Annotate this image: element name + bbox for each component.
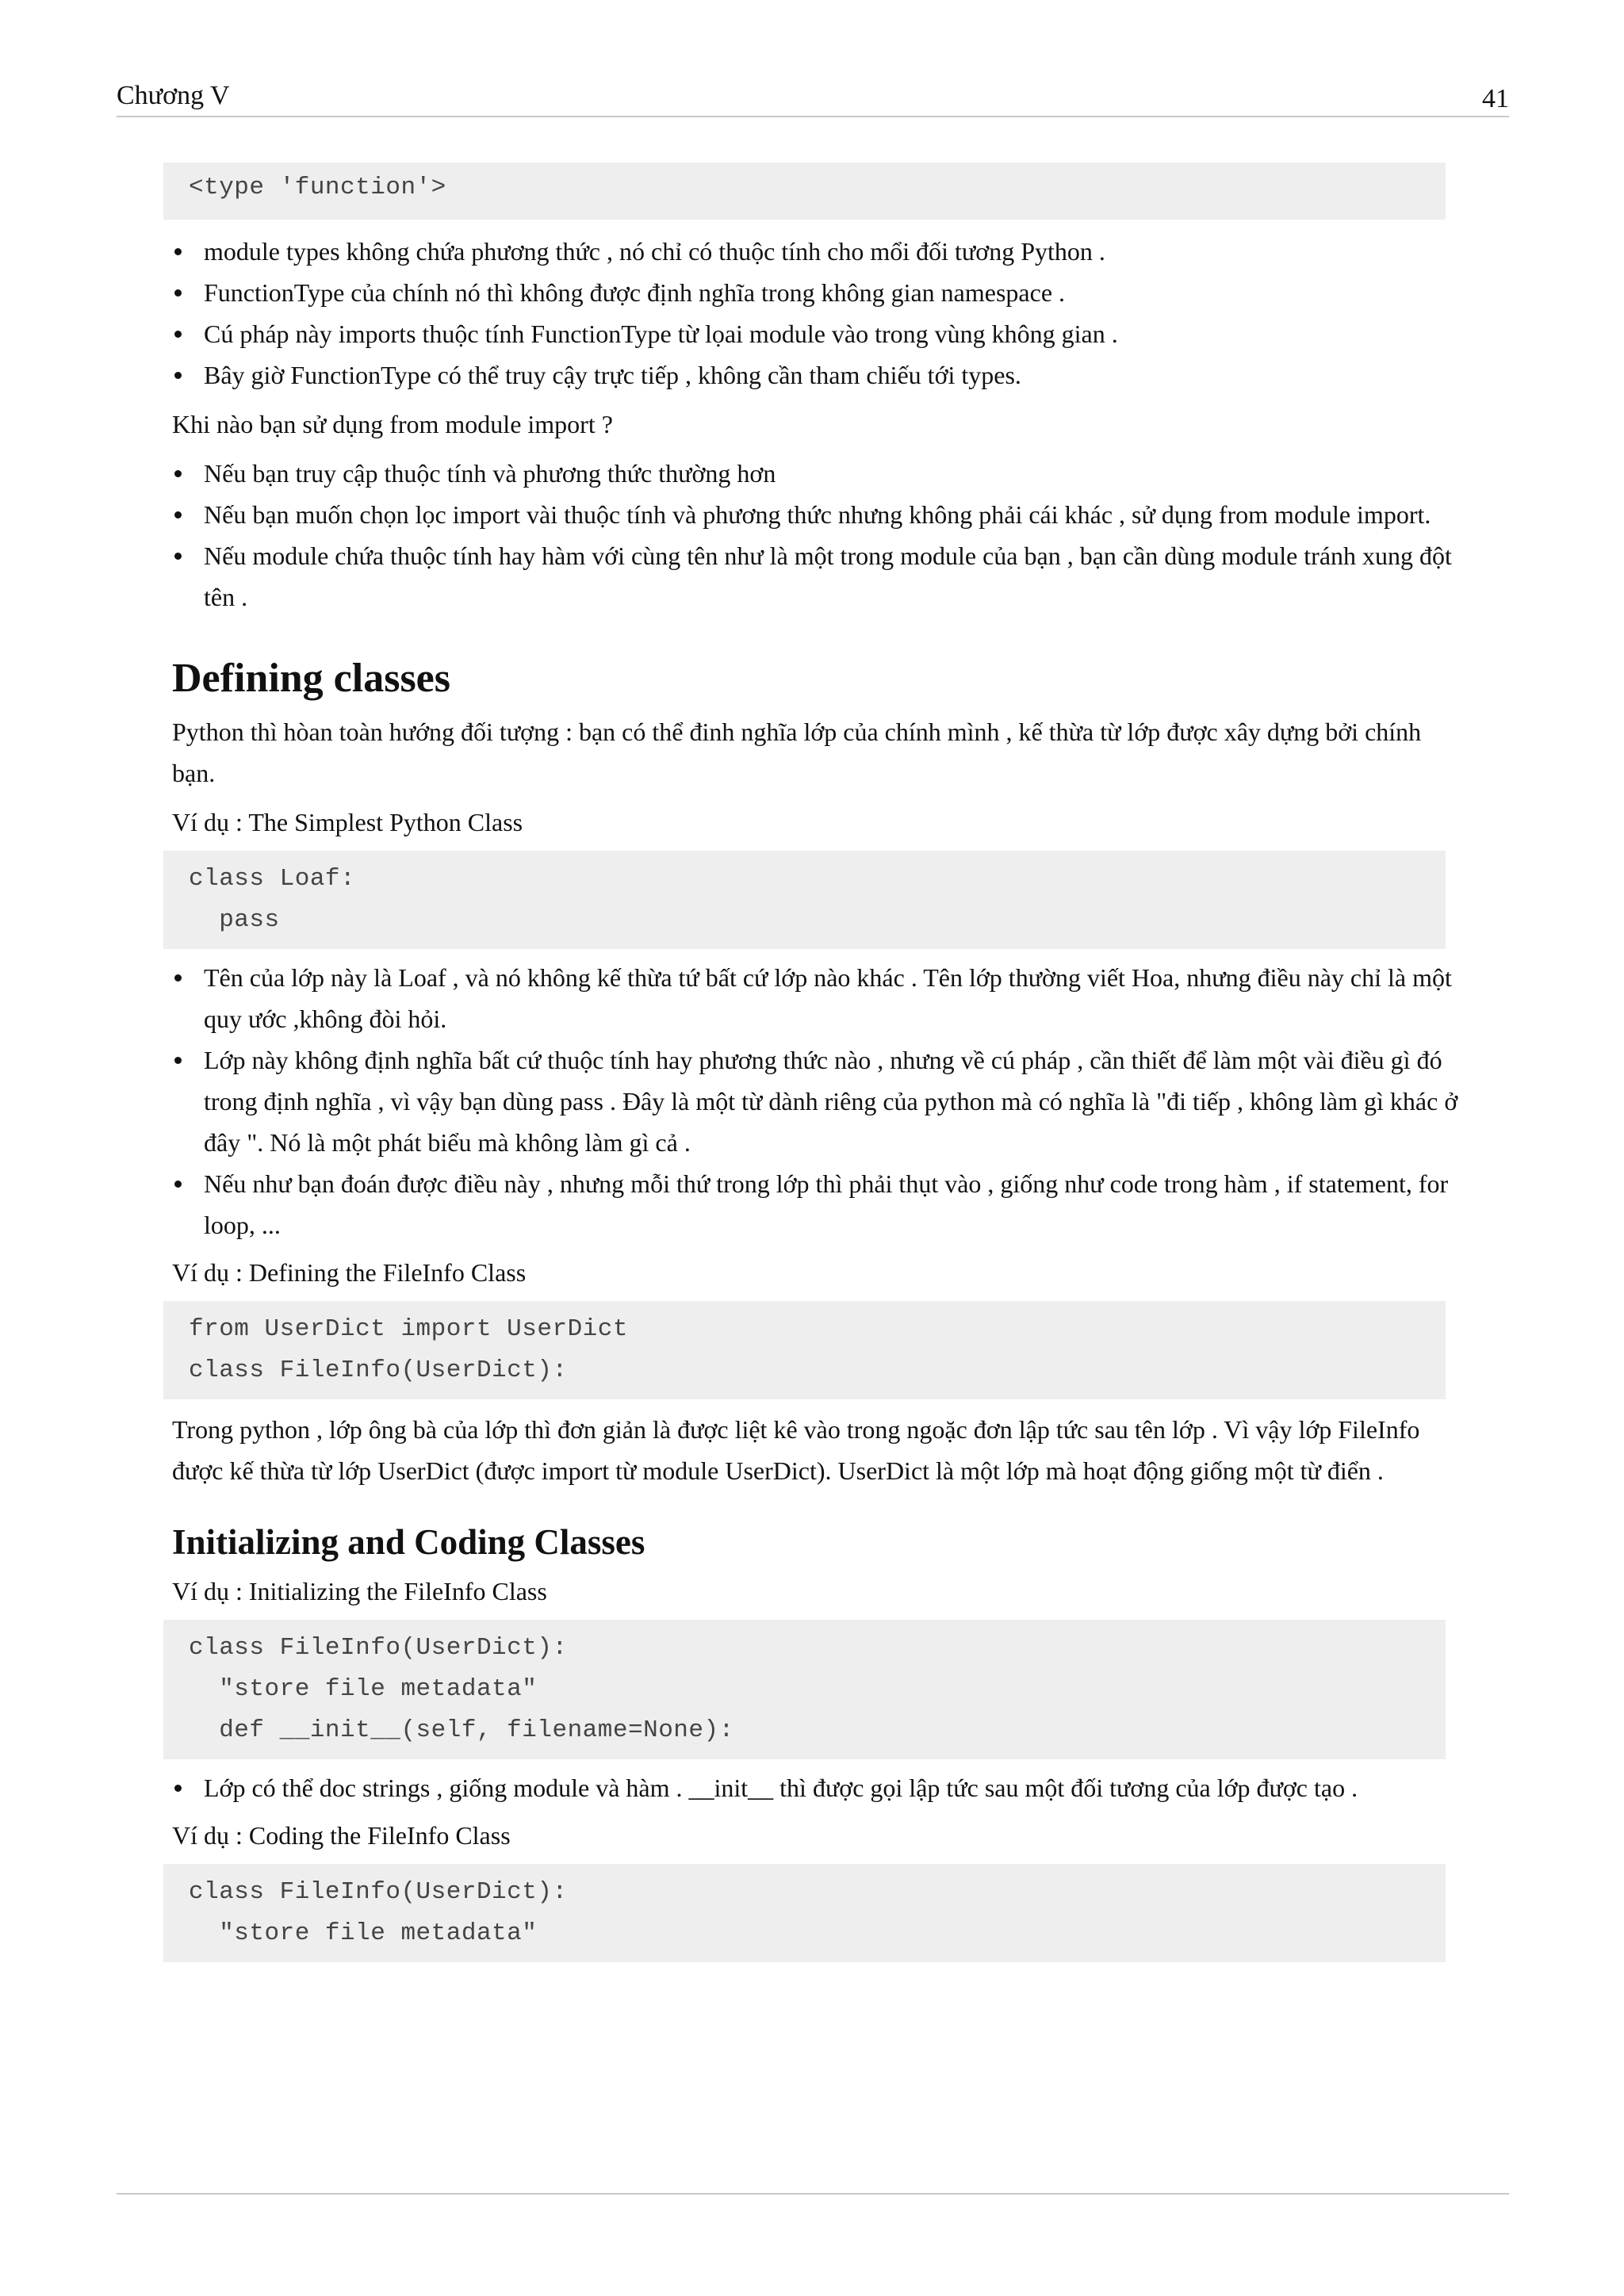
list-item: Lớp này không định nghĩa bất cứ thuộc tính hay phương thức nào , nhưng về cú pháp , cần thiết để làm một vài điều gì đó trong định nghĩa , vì vậy bạn dùng pass . Đây là một từ dành riêng của python mà có nghĩa là "đi tiếp , không làm gì khác ở đây ". Nó là một phát biểu mà không làm gì cả . <box>172 1039 1465 1163</box>
example-label: Ví dụ : Defining the FileInfo Class <box>172 1258 527 1287</box>
code-block-type-function <box>163 163 1446 220</box>
paragraph-intro: Python thì hòan toàn hướng đối tượng : bạn có thể đinh nghĩa lớp của chính mình , kế thừa từ lớp được xây dựng bởi chính bạn. <box>172 718 1422 787</box>
code-line: class FileInfo(UserDict): <box>189 1357 568 1384</box>
footer-rule <box>117 2193 1509 2195</box>
code-line: <type 'function'> <box>189 174 446 201</box>
paragraph-when-to-use: Khi nào bạn sử dụng from module import ? <box>172 410 613 438</box>
paragraph-inheritance: Trong python , lớp ông bà của lớp thì đơn giản là được liệt kê vào trong ngoặc đơn lập tức sau tên lớp . Vì vậy lớp FileInfo được kế thừa từ lớp UserDict (được import từ module UserDict). UserDict là một lớp mà hoạt động giống một từ điển . <box>172 1415 1420 1485</box>
list-item: Nếu bạn truy cập thuộc tính và phương thức thường hơn <box>172 453 1465 494</box>
list-item: FunctionType của chính nó thì không được định nghĩa trong không gian namespace . <box>172 272 1465 313</box>
list-item: Cú pháp này imports thuộc tính FunctionType từ lọai module vào trong vùng không gian . <box>172 313 1465 354</box>
code-line: from UserDict import UserDict <box>189 1315 628 1343</box>
list-item: Nếu module chứa thuộc tính hay hàm với cùng tên như là một trong module của bạn , bạn cần dùng module tránh xung đột tên . <box>172 535 1465 618</box>
code-line: class FileInfo(UserDict): <box>189 1878 568 1906</box>
bullet-list-when-to-use <box>172 453 1465 618</box>
list-item: Nếu như bạn đoán được điều này , nhưng mỗi thứ trong lớp thì phải thụt vào , giống như code trong hàm , if statement, for loop, ... <box>172 1163 1465 1246</box>
code-line: class Loaf: <box>189 865 356 893</box>
code-line: pass <box>189 906 280 934</box>
code-line: "store file metadata" <box>189 1675 538 1703</box>
code-block-fileinfo-coding <box>163 1864 1446 1962</box>
code-line: class FileInfo(UserDict): <box>189 1634 568 1662</box>
list-item: Bây giờ FunctionType có thể truy cậy trực tiếp , không cần tham chiếu tới types. <box>172 354 1465 396</box>
code-block-fileinfo-definition <box>163 1301 1446 1399</box>
example-label: Ví dụ : Coding the FileInfo Class <box>172 1821 511 1850</box>
example-label: Ví dụ : Initializing the FileInfo Class <box>172 1577 547 1605</box>
page-header <box>117 78 1509 117</box>
example-label: Ví dụ : The Simplest Python Class <box>172 808 523 836</box>
code-line: def __init__(self, filename=None): <box>189 1716 734 1744</box>
list-item: Tên của lớp này là Loaf , và nó không kế thừa tứ bất cứ lớp nào khác . Tên lớp thường viết Hoa, nhưng điều này chỉ là một quy ước ,không đòi hỏi. <box>172 957 1465 1039</box>
page-number: 41 <box>1482 84 1509 113</box>
code-block-loaf <box>163 851 1446 949</box>
list-item: Nếu bạn muốn chọn lọc import vài thuộc tính và phương thức nhưng không phải cái khác , sử dụng from module import. <box>172 494 1465 535</box>
bullet-list-init <box>172 1767 1465 1808</box>
section-heading-defining-classes: Defining classes <box>172 656 450 701</box>
list-item: module types không chứa phương thức , nó chỉ có thuộc tính cho mổi đối tương Python . <box>172 231 1465 272</box>
page-content <box>172 163 1465 1962</box>
list-item: Lớp có thể doc strings , giống module và hàm . __init__ thì được gọi lập tức sau một đối tương của lớp được tạo . <box>172 1767 1465 1808</box>
bullet-list-loaf <box>172 957 1465 1246</box>
bullet-list-module-types <box>172 231 1465 396</box>
section-heading-initializing: Initializing and Coding Classes <box>172 1522 645 1562</box>
chapter-title: Chương V <box>117 81 230 110</box>
code-line: "store file metadata" <box>189 1919 538 1947</box>
code-block-fileinfo-init <box>163 1620 1446 1759</box>
